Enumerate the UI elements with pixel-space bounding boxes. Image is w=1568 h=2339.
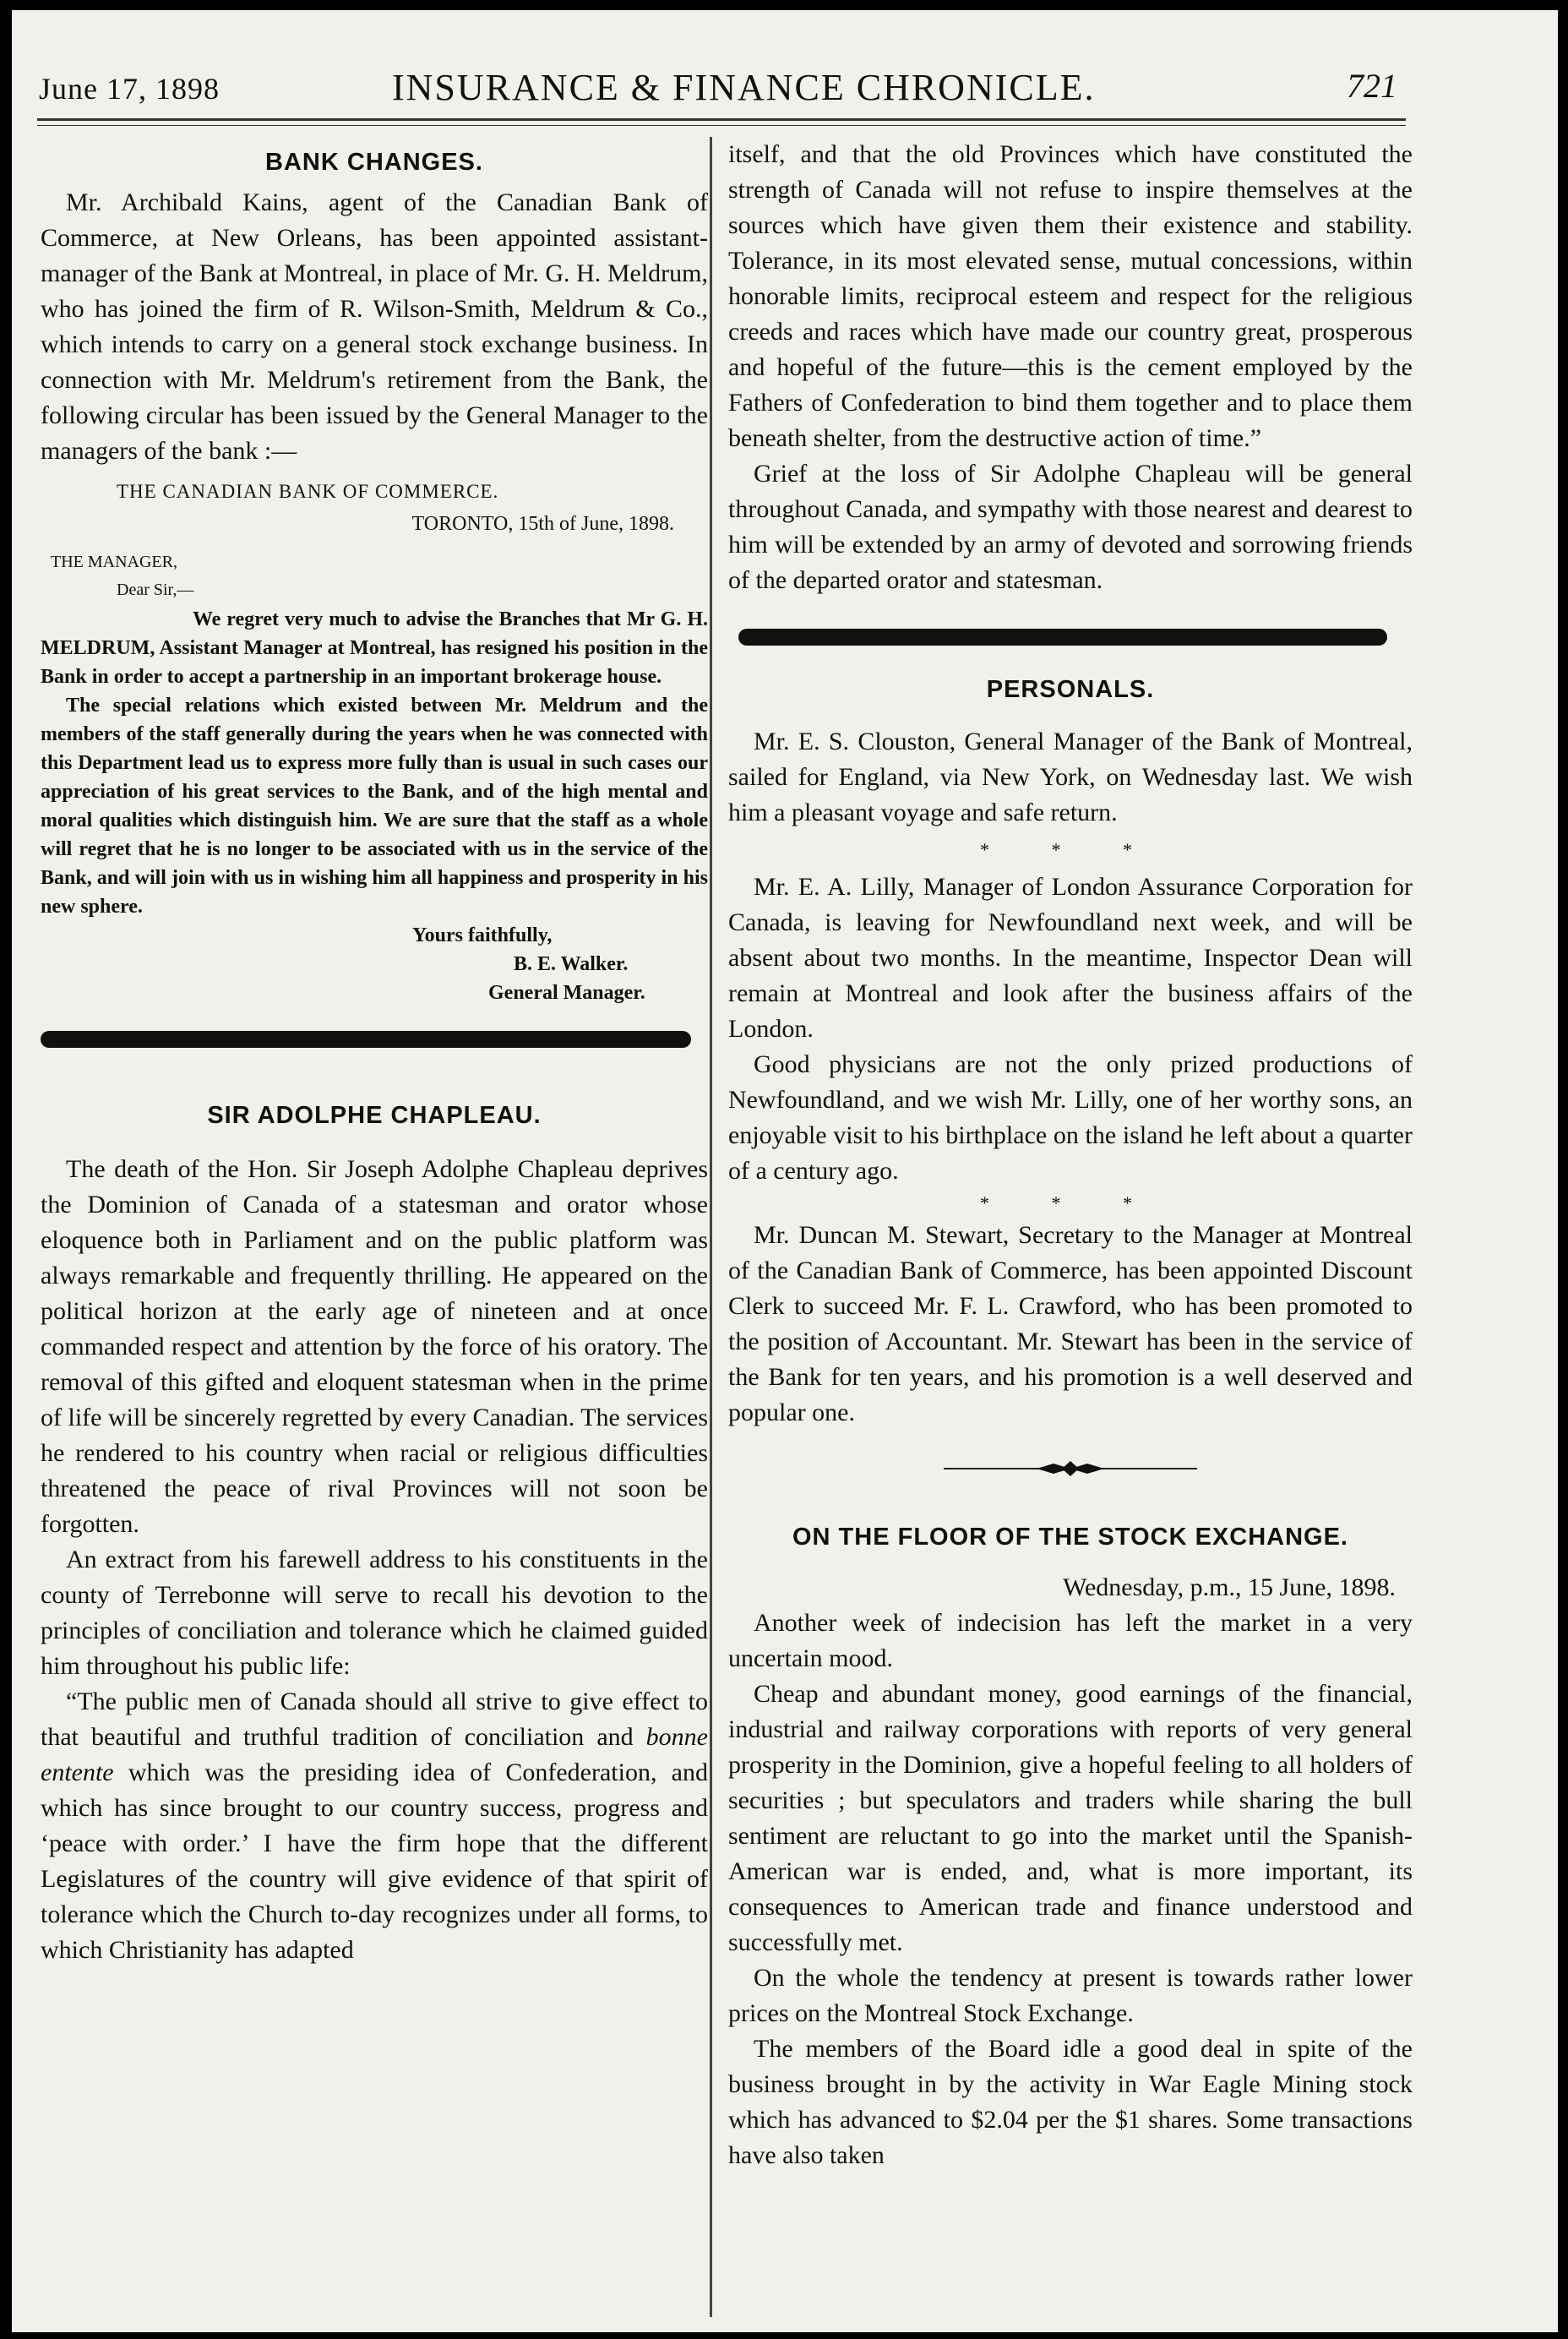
chapleau-paragraph-1: The death of the Hon. Sir Joseph Adolphe Chapleau deprives the Dominion of Canada of a statesman and orator whose eloquence both in Parliament and on the public platform was always remarkable and frequently thrilling. He appeared on the political horizon at the early age of nineteen and at once commanded respect and attention by the force of his oratory. The removal of this gifted and eloquent statesman when in the prime of life will be sincerely regretted by every Canadian. The services he rendered to his country when racial or religious difficulties threatened the peace of rival Provinces will not soon be forgotten. <box>41 1155 708 1538</box>
quote-part-2: which was the presiding idea of Confederation, and which has since brought to our country success, progress and ‘peace with order.’ I have the firm hope that the different Legislatures of the country will give evidence of that spirit of tolerance which the Church to-day recognizes under all forms, to which Christianity has adapted <box>41 1758 708 1964</box>
ornament-divider-icon <box>944 1456 1197 1481</box>
chapleau-paragraph-2: An extract from his farewell address to his constituents in the county of Terrebonne will serve to recall his devotion to the principles of conciliation and tolerance which he claimed guided him throughout his public life: <box>41 1546 708 1680</box>
chapleau-article <box>41 1102 708 1968</box>
header-title: INSURANCE & FINANCE CHRONICLE. <box>392 67 1096 108</box>
stock-dateline: Wednesday, p.m., 15 June, 1898. <box>1063 1573 1396 1601</box>
section-divider-bar <box>738 629 1387 646</box>
letter-paragraph-2: The special relations which existed between Mr. Meldrum and the members of the staff generally during the years when he was connected with this Department lead us to express more fully than is usual in such cases our appreciation of his great services to the Bank, and of the high mental and moral qualities which distinguish him. We are sure that the staff as a whole will regret that he is no longer to be associated with us in the service of the Bank, and will join with us in wishing him all happiness and prosperity in his new sphere. <box>41 695 708 918</box>
letter-closing: Yours faithfully, <box>412 924 553 946</box>
header-rule-thin <box>37 125 1406 126</box>
stock-paragraph-4: The members of the Board idle a good deal in spite of the business brought in by the activity in War Eagle Mining stock which has advanced to $2.04 per the $1 shares. Some transactions have also taken <box>728 2035 1413 2169</box>
letter-signer-title: General Manager. <box>488 982 645 1004</box>
left-column <box>41 137 708 2332</box>
personals-paragraph-4: Mr. Duncan M. Stewart, Secretary to the Manager at Montreal of the Canadian Bank of Commerce, has been appointed Discount Clerk to succeed Mr. F. L. Crawford, who has been promoted to the position of Accountant. Mr. Stewart has been in the service of the Bank for ten years, and his promotion is a well deserved and popular one. <box>728 1221 1413 1426</box>
letter-signer: B. E. Walker. <box>514 953 629 975</box>
bank-changes-intro: Mr. Archibald Kains, agent of the Canadian Bank of Commerce, at New Orleans, has been appointed assistant-manager of the Bank at Montreal, in place of Mr. G. H. Meldrum, who has joined the firm of R. Wilson-Smith, Meldrum & Co., which intends to carry on a general stock exchange business. In connection with Mr. Meldrum's retirement from the Bank, the following circular has been issued by the General Manager to the managers of the bank :— <box>41 188 708 465</box>
header-page-number: 721 <box>1347 67 1397 105</box>
bank-changes-article <box>41 149 708 1007</box>
letterhead: THE CANADIAN BANK OF COMMERCE. <box>117 481 499 502</box>
stock-paragraph-2: Cheap and abundant money, good earnings of the financial, industrial and railway corporations with reports of very general prosperity in the Dominion, give a hopeful feeling to all holders of securities ; but speculators and traders while sharing the bull sentiment are reluctant to go into the market until the Spanish-American war is ended, and, what is more important, its consequences to American trade and finance understood and successfully met. <box>728 1680 1413 1956</box>
stock-paragraph-3: On the whole the tendency at present is towards rather lower prices on the Montreal Stock Exchange. <box>728 1964 1413 2027</box>
personals-article <box>728 676 1413 1431</box>
header-date: June 17, 1898 <box>39 72 220 106</box>
chapleau-quote-continued: itself, and that the old Provinces which have constituted the strength of Canada will not refuse to inspire themselves at the sources which have given them their existence and stability. Tolerance, in its most elevated sense, mutual concessions, within honorable limits, reciprocal esteem and respect for the religious creeds and races which have made our country great, prosperous and hopeful of the future—this is the cement employed by the Fathers of Confederation to bind them together and to place them beneath shelter, from the destructive action of time.” <box>728 140 1413 452</box>
letter-paragraph-1: We regret very much to advise the Branches that Mr G. H. MELDRUM, Assistant Manager at Montreal, has resigned his position in the Bank in order to accept a partnership in an important brokerage house. <box>41 608 708 688</box>
column-divider <box>710 137 712 2317</box>
letter-dateline: TORONTO, 15th of June, 1898. <box>411 513 674 535</box>
stock-paragraph-1: Another week of indecision has left the market in a very uncertain mood. <box>728 1609 1413 1672</box>
newspaper-page <box>12 10 1558 2332</box>
letter-salutation-2: Dear Sir,— <box>117 581 194 599</box>
separator-stars: * * * <box>980 1192 1161 1213</box>
right-column <box>728 137 1413 2332</box>
personals-paragraph-1: Mr. E. S. Clouston, General Manager of the Bank of Montreal, sailed for England, via New York, on Wednesday last. We wish him a pleasant voyage and safe return. <box>728 728 1413 826</box>
chapleau-quote <box>41 1684 708 1968</box>
chapleau-heading: SIR ADOLPHE CHAPLEAU. <box>207 1102 542 1129</box>
stock-heading: ON THE FLOOR OF THE STOCK EXCHANGE. <box>792 1524 1348 1551</box>
personals-paragraph-2: Mr. E. A. Lilly, Manager of London Assurance Corporation for Canada, is leaving for Newfoundland next week, and will be absent about two months. In the meantime, Inspector Dean will remain at Montreal and look after the business affairs of the London. <box>728 873 1413 1043</box>
personals-paragraph-3: Good physicians are not the only prized productions of Newfoundland, and we wish Mr. Lilly, one of her worthy sons, an enjoyable visit to his birthplace on the island he left about a quarter of a century ago. <box>728 1050 1413 1185</box>
quote-emphasis: bonne entente <box>41 1723 708 1786</box>
chapleau-paragraph-4: Grief at the loss of Sir Adolphe Chapleau will be general throughout Canada, and sympathy with those nearest and dearest to him will be extended by an army of devoted and sorrowing friends of the departed orator and statesman. <box>728 460 1413 594</box>
quote-part-1: “The public men of Canada should all strive to give effect to that beautiful and truthful tradition of conciliation and <box>41 1687 708 1751</box>
stock-exchange-article <box>728 1524 1413 2173</box>
section-divider-bar <box>41 1031 691 1048</box>
personals-heading: PERSONALS. <box>986 676 1155 703</box>
bank-changes-heading: BANK CHANGES. <box>265 149 483 176</box>
letter-salutation-1: THE MANAGER, <box>51 553 177 571</box>
header-rule <box>37 118 1406 121</box>
separator-stars: * * * <box>980 839 1161 860</box>
